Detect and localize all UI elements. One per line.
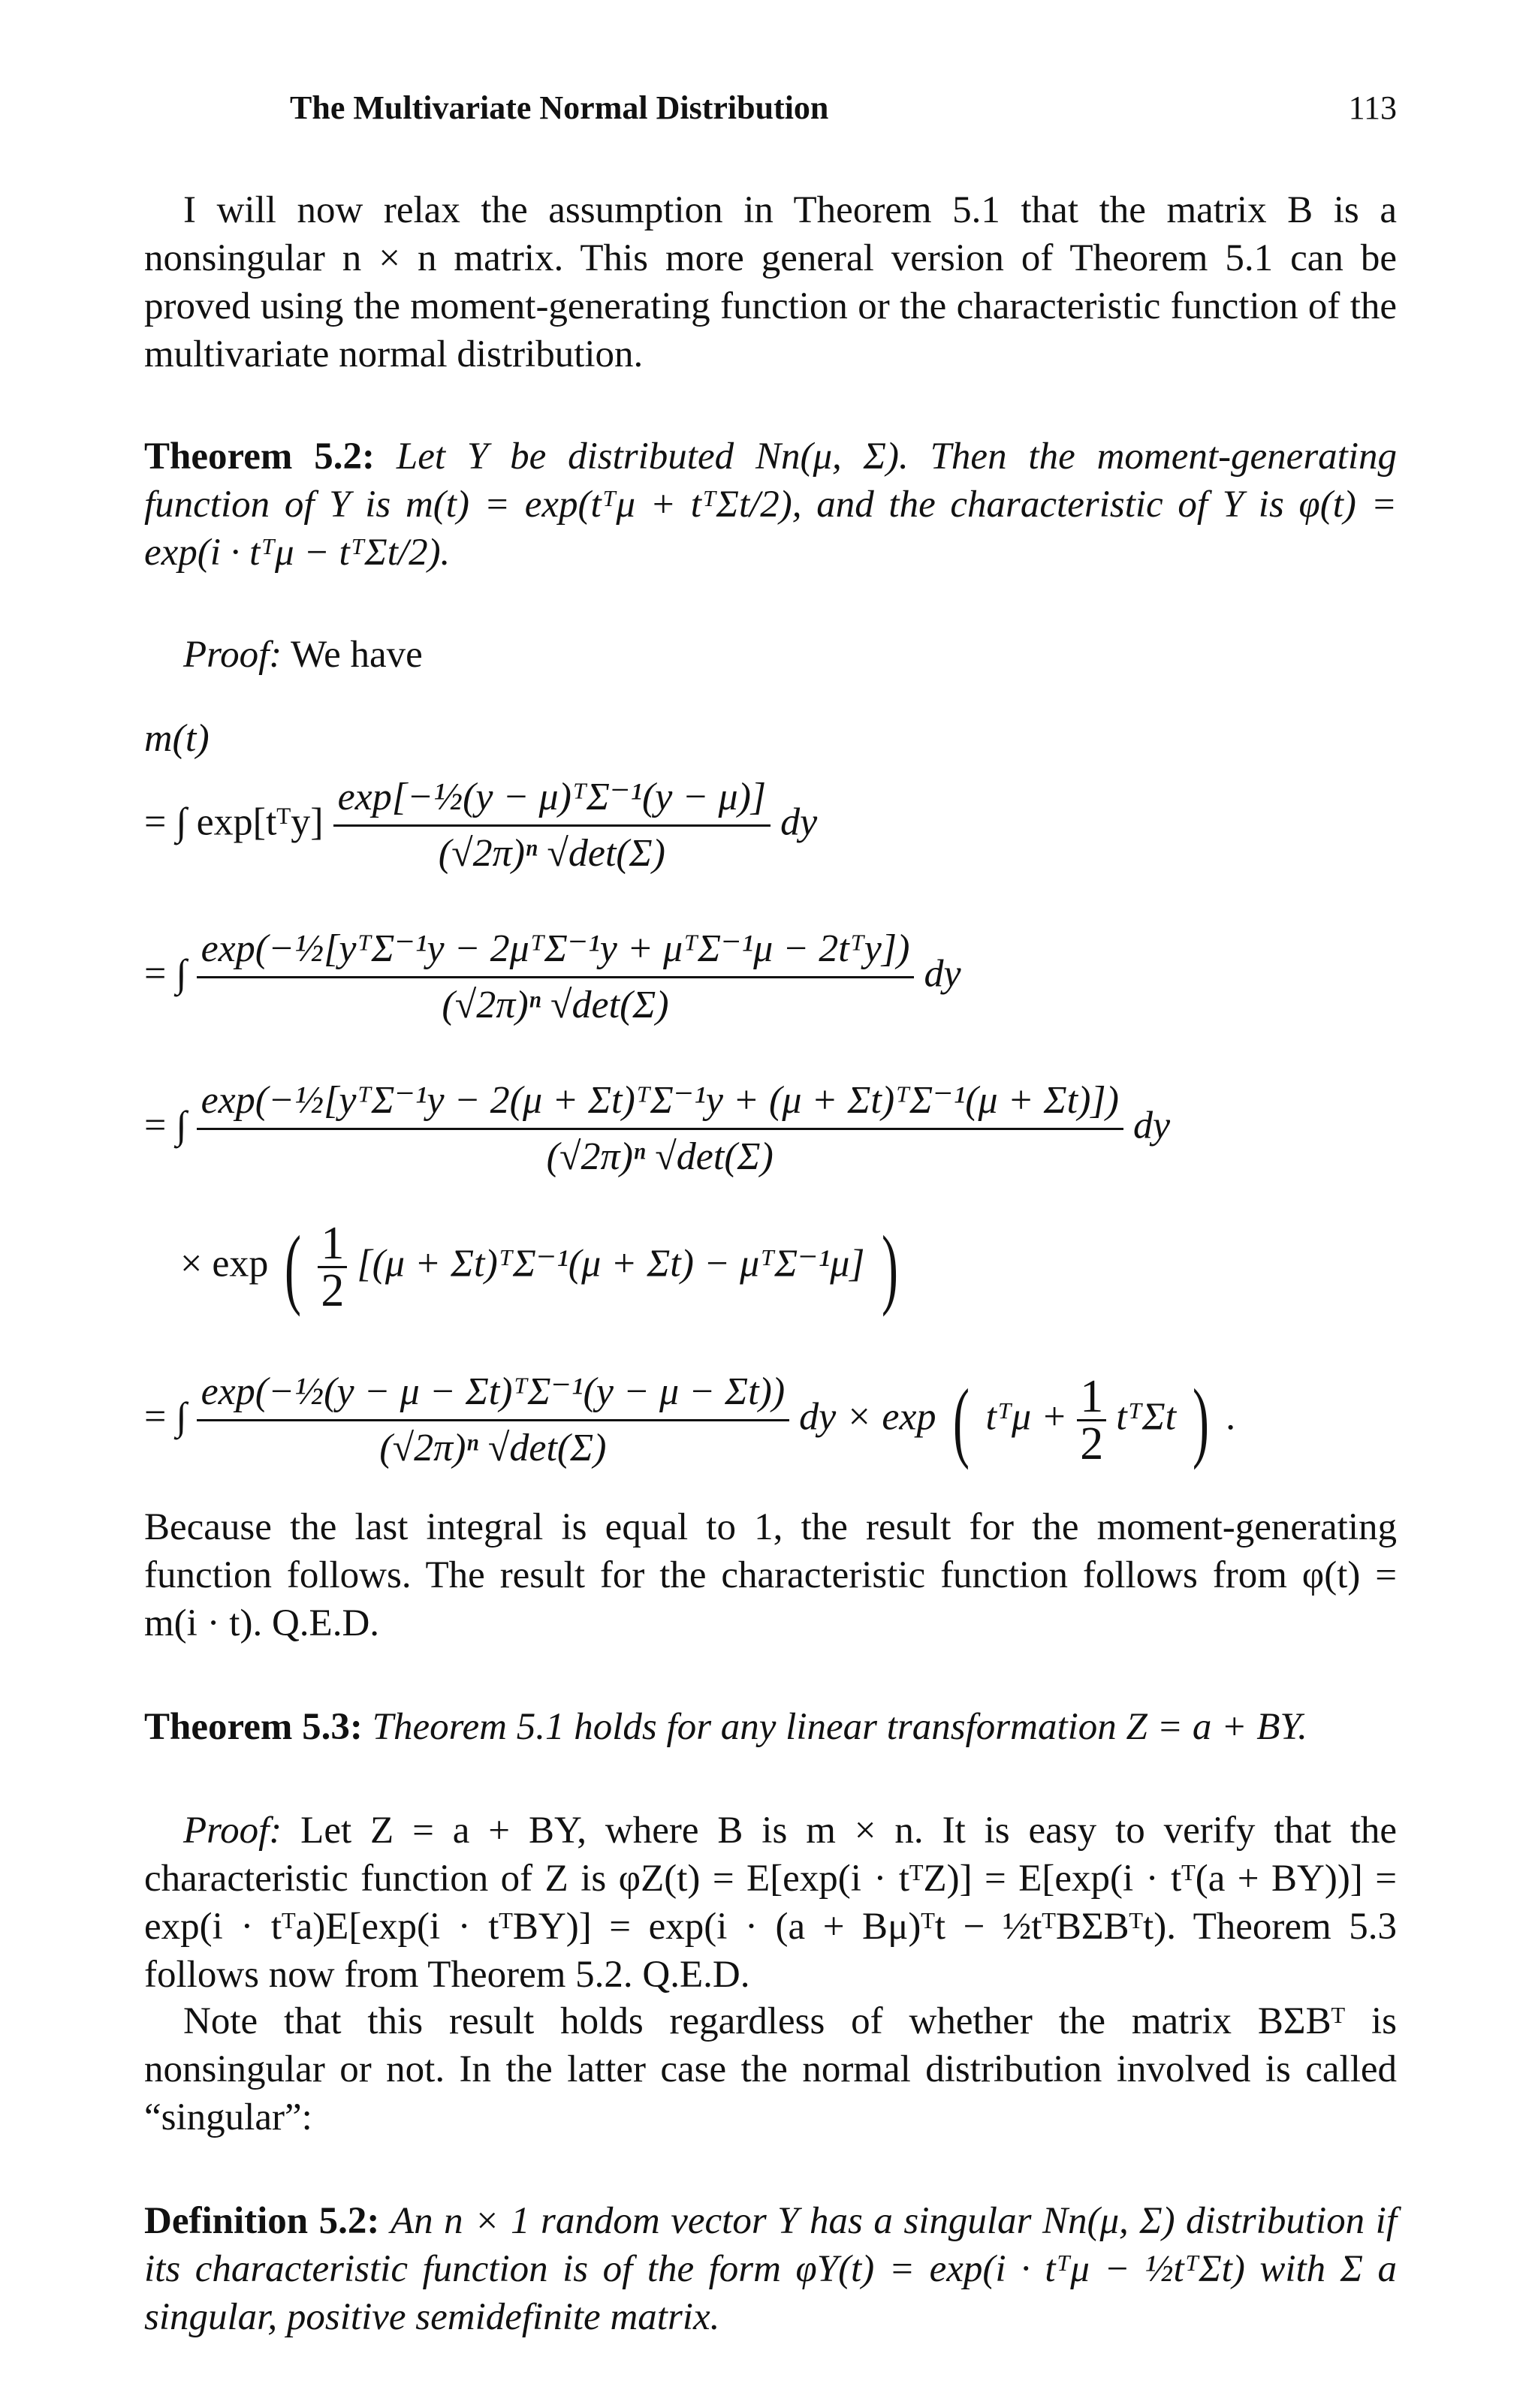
line-2-denominator: (√2π)ⁿ √det(Σ) [442,984,669,1026]
line-5-tail-a: tᵀμ + [985,1395,1068,1439]
left-paren-2: ( [952,1370,970,1470]
after-derivation-paragraph: Because the last integral is equal to 1, the result for the moment-generating function follows. The result for the characteristic function follows from φ(t) = m(i · t). Q.E.D. [144,1506,1397,1644]
theorem-5-2-label: Theorem 5.2: [144,435,375,478]
derivation-line-5 [144,1368,1235,1472]
right-paren: ) [881,1216,898,1317]
proof-2-label: Proof: [183,1810,282,1852]
proof-2-text: Let Z = a + BY, where B is m × n. It is easy to verify that the characteristic function of Z is φZ(t) = E[exp(i · tᵀZ)] = E[exp(i · tᵀ(a + BY))] = exp(i · tᵀa)E[exp(i · tᵀBY)] = exp(i · (a + Bμ)ᵀt − ½tᵀBΣBᵀt). Theorem 5.3 follows now from Theorem 5.2. Q.E.D. [144,1810,1398,1996]
half-denominator: 2 [321,1265,345,1316]
line-5-denominator: (√2π)ⁿ √det(Σ) [379,1427,607,1469]
right-paren-2: ) [1193,1370,1210,1470]
line-2-suffix: dy [924,952,961,996]
intro-paragraph: I will now relax the assumption in Theorem 5.1 that the matrix B is a nonsingular n × n matrix. This more general version of Theorem 5.1 can be proved using the moment-generating function or the characteristic function of the multivariate normal distribution. [144,189,1397,375]
line-3-suffix: dy [1132,1104,1171,1147]
theorem-5-3 [144,1703,1397,1751]
half-denominator-2: 2 [1080,1418,1104,1469]
half-numerator-2: 1 [1077,1374,1106,1421]
theorem-5-2-text: Let Y be distributed Nn(μ, Σ). Then the moment-generating function of Y is m(t) = exp(tᵀμ + tᵀΣt/2), and the characteristic of Y is φ(t) = exp(i · tᵀμ − tᵀΣt/2). [144,435,1398,574]
line-5-suffix: dy × exp [799,1395,936,1439]
line-1-numerator: exp[−½(y − μ)ᵀΣ⁻¹(y − μ)] [333,773,771,827]
line-2-fraction [197,925,915,1029]
half-fraction-2 [1077,1371,1106,1469]
theorem-5-3-text: Theorem 5.1 holds for any linear transformation Z = a + BY. [372,1706,1307,1748]
line-1-fraction [333,773,771,878]
theorem-5-2 [144,432,1397,577]
derivation-line-3 [144,1077,1170,1181]
running-title: The Multivariate Normal Distribution [290,89,829,126]
left-paren: ( [285,1216,302,1317]
line-4-prefix: × exp [180,1242,269,1285]
half-fraction [318,1218,347,1316]
note-paragraph: Note that this result holds regardless of whether the matrix BΣBᵀ is nonsingular or not. In the latter case the normal distribution involved is called “singular”: [144,2000,1397,2138]
proof-1-text: We have [291,634,423,676]
line-5-tail-b: tᵀΣt [1116,1395,1177,1439]
line-5-end: . [1226,1395,1236,1439]
line-3-prefix: = ∫ [144,1104,187,1147]
proof-1-label: Proof: [183,634,282,676]
line-3-denominator: (√2π)ⁿ √det(Σ) [546,1135,774,1178]
line-1-suffix: dy [780,800,818,844]
line-5-fraction [197,1368,790,1472]
running-header [290,89,1397,134]
proof-2 [144,1807,1397,1999]
line-1-prefix: = ∫ exp[tᵀy] [144,800,324,844]
line-2-numerator: exp(−½[yᵀΣ⁻¹y − 2μᵀΣ⁻¹y + μᵀΣ⁻¹μ − 2tᵀy]) [197,925,915,978]
theorem-5-3-label: Theorem 5.3: [144,1706,363,1748]
definition-5-2 [144,2197,1397,2341]
page-number: 113 [1348,89,1397,126]
line-4-body: [(μ + Σt)ᵀΣ⁻¹(μ + Σt) − μᵀΣ⁻¹μ] [357,1242,865,1285]
half-numerator: 1 [318,1221,347,1268]
derivation-line-4 [180,1216,905,1317]
derivation-line-2 [144,925,961,1029]
line-3-fraction [197,1077,1123,1181]
line-5-numerator: exp(−½(y − μ − Σt)ᵀΣ⁻¹(y − μ − Σt)) [197,1368,790,1421]
line-2-prefix: = ∫ [144,952,187,996]
definition-5-2-label: Definition 5.2: [144,2200,380,2242]
line-1-denominator: (√2π)ⁿ √det(Σ) [438,832,665,875]
proof-1 [144,631,1397,679]
derivation-lhs: m(t) [144,717,210,760]
line-5-prefix: = ∫ [144,1395,187,1439]
derivation-line-1 [144,773,817,878]
definition-5-2-text: An n × 1 random vector Y has a singular Nn(μ, Σ) distribution if its characteristic function is of the form φY(t) = exp(i · tᵀμ − ½tᵀΣt) with Σ a singular, positive semidefinite matrix. [144,2200,1398,2338]
line-3-numerator: exp(−½[yᵀΣ⁻¹y − 2(μ + Σt)ᵀΣ⁻¹y + (μ + Σt)ᵀΣ⁻¹(μ + Σt)]) [197,1077,1123,1130]
